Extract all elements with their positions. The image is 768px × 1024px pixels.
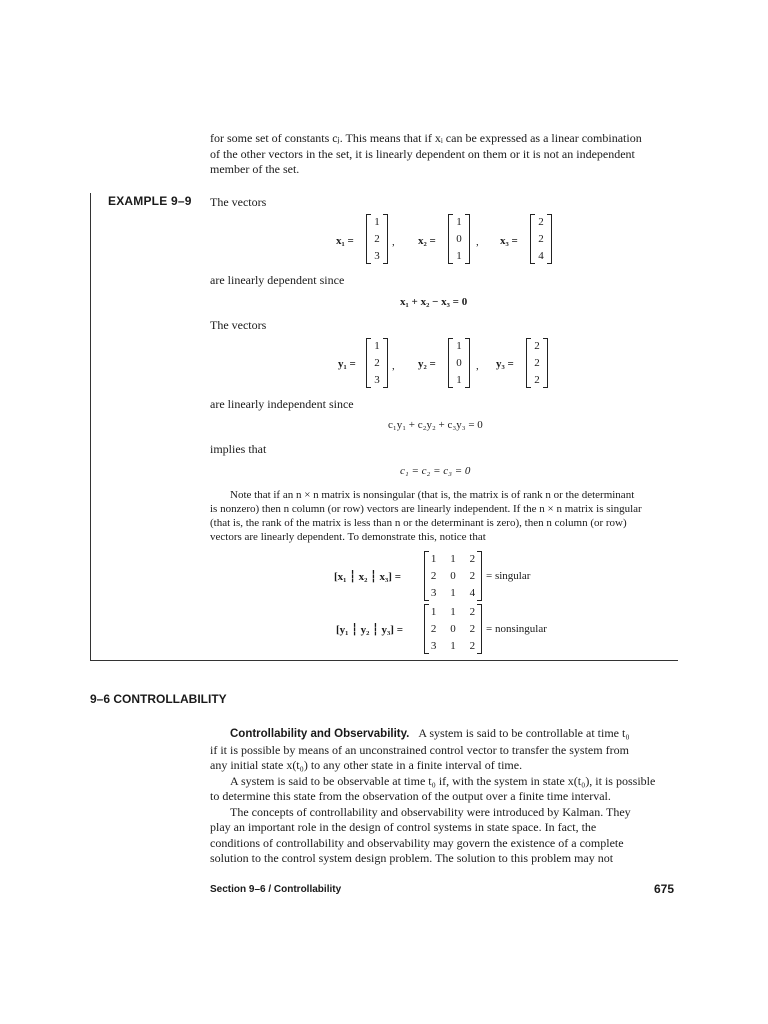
x3-vector: 2 2 4	[530, 214, 552, 264]
matrix-row: 2 0 2	[430, 623, 476, 635]
section-heading: 9–6 CONTROLLABILITY	[90, 692, 227, 706]
example-box-left-rule	[90, 193, 91, 661]
y-matrix-lhs: [y₁ ┆ y₂ ┆ y₃] =	[336, 624, 403, 636]
p3-line-4: solution to the control system design problem. The solution to this problem may not	[210, 851, 614, 865]
dependent-equation: x₁ + x₂ − x₃ = 0	[400, 296, 468, 308]
y3-label: y₃ =	[496, 358, 514, 370]
y2-vector: 1 0 1	[448, 338, 470, 388]
y2-label: y₂ =	[418, 358, 436, 370]
note-line-3: (that is, the rank of the matrix is less than n or the determinant is zero), then n column (or row)	[210, 517, 627, 529]
footer-section-label: Section 9–6 / Controllability	[210, 884, 342, 895]
x-matrix-result: = singular	[486, 570, 531, 582]
y-matrix	[424, 604, 482, 654]
y1-vector: 1 2 3	[366, 338, 388, 388]
vectors-intro-2: The vectors	[210, 318, 267, 332]
implies-text: implies that	[210, 442, 267, 456]
note-line-1: Note that if an n × n matrix is nonsingular (that is, the matrix is of rank n or the determinant	[230, 489, 635, 501]
x2-vector: 1 0 1	[448, 214, 470, 264]
runin-title: Controllability and Observability.	[230, 728, 410, 740]
comma: ,	[392, 236, 395, 248]
section-body	[210, 726, 678, 867]
p1-line-1: Controllability and Observability. A system is said to be controllable at time t₀	[230, 726, 630, 740]
p2-line-1: A system is said to be observable at time t₀ if, with the system in state x(t₀), it is possible	[230, 773, 656, 788]
intro-paragraph	[210, 131, 678, 178]
x1-vector: 1 2 3	[366, 214, 388, 264]
x1-label: x₁ =	[336, 235, 354, 247]
page-number: 675	[654, 882, 675, 896]
p1-line-3: any initial state x(t₀) to any other state in a finite interval of time.	[210, 758, 523, 772]
x-matrix-lhs: [x₁ ┆ x₂ ┆ x₃] =	[334, 571, 401, 583]
note-line-4: vectors are linearly dependent. To demonstrate this, notice that	[210, 531, 486, 543]
x3-label: x₃ =	[500, 235, 518, 247]
independent-text: are linearly independent since	[210, 397, 354, 411]
example-label: EXAMPLE 9–9	[108, 194, 192, 208]
dependent-text: are linearly dependent since	[210, 273, 345, 287]
comma: ,	[476, 360, 479, 372]
y-matrix-result: = nonsingular	[486, 623, 547, 635]
matrix-row: 1 1 2	[430, 606, 476, 618]
matrix-row: 2 0 2	[430, 570, 476, 582]
intro-line-2: of the other vectors in the set, it is linearly dependent on them or it is not an independent	[210, 146, 635, 161]
matrix-row: 3 1 4	[430, 587, 476, 599]
independent-equation: c₁y₁ + c₂y₂ + c₃y₃ = 0	[388, 419, 483, 431]
matrix-row: 3 1 2	[430, 640, 476, 652]
comma: ,	[392, 360, 395, 372]
p3-line-3: conditions of controllability and observability may govern the existence of a complete	[210, 835, 624, 850]
implies-equation: c₁ = c₂ = c₃ = 0	[400, 465, 471, 477]
intro-line-1: for some set of constants cⱼ. This means that if xᵢ can be expressed as a linear combination	[210, 131, 642, 145]
y1-label: y₁ =	[338, 358, 356, 370]
intro-line-3: member of the set.	[210, 162, 300, 176]
p3-line-1: The concepts of controllability and observability were introduced by Kalman. They	[230, 804, 631, 819]
note-paragraph	[210, 488, 678, 544]
p2-line-2: to determine this state from the observation of the output over a finite time interval.	[210, 789, 611, 803]
x2-label: x₂ =	[418, 235, 436, 247]
matrix-row: 1 1 2	[430, 553, 476, 565]
p3-line-2: play an important role in the design of control systems in state space. In fact, the	[210, 820, 597, 834]
vectors-intro-1: The vectors	[210, 195, 267, 209]
p1-line-2: if it is possible by means of an unconstrained control vector to transfer the system from	[210, 742, 629, 757]
x-matrix	[424, 551, 482, 601]
note-line-2: is nonzero) then n column (or row) vectors are linearly independent. If the n × n matrix is singular	[210, 503, 642, 515]
example-box-bottom-rule	[90, 660, 678, 661]
comma: ,	[476, 236, 479, 248]
y3-vector: 2 2 2	[526, 338, 548, 388]
